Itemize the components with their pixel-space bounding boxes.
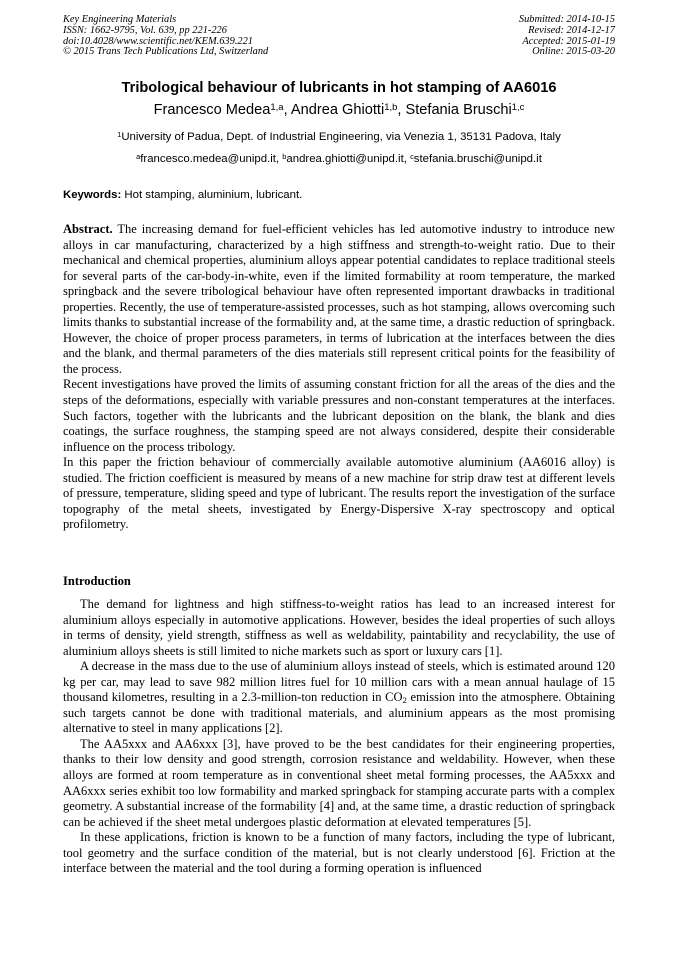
accepted-date: Accepted: 2015-01-19 — [522, 35, 615, 47]
section-heading-introduction: Introduction — [63, 574, 131, 588]
author-affiliation-mark: 1,c — [511, 101, 525, 113]
author-name: Francesco Medea — [153, 102, 271, 118]
body-paragraph: In these applications, friction is known to be a function of many factors, including the type of lubricant, tool geometry and the surface condition of the material, but is not clearly understood [6]. Friction at the interface between the material and the tool during a forming operation is influenced — [63, 830, 615, 876]
abstract-text: The increasing demand for fuel-efficient vehicles has led automotive industry to introduce new alloys in car manufacturing, characterized by a high stiffness and strength-to-weight ratio. Due to their mechanical and chemical properties, aluminium alloys appear potential candidates to replace traditional steels for several parts of the car-body-in-white, even if the limited formability at room temperature, the marked springback and the severe tribological behaviour have often represented important drawbacks in traditional properties. Recently, the use of temperature-assisted processes, such as hot stamping, allows overcoming such limits thanks to substantial increase of the formability and, at the same time, a drastic reduction of springback. However, the choice of proper process parameters, in terms of lubrication at the interfaces between the dies and the blank, and thermal parameters of the dies materials still represent critical points for the feasibility of the process. — [63, 222, 615, 376]
author-name: Stefania Bruschi — [405, 102, 512, 118]
introduction-body — [63, 597, 615, 877]
affiliation-mark: 1 — [117, 129, 122, 139]
paper-title: Tribological behaviour of lubricants in hot stamping of AA6016 — [121, 80, 557, 96]
abstract-paragraph: In this paper the friction behaviour of commercially available automotive aluminium (AA6016 alloy) is studied. The friction coefficient is measured by means of a new machine for strip draw test at different levels of pressure, temperature, sliding speed and type of lubricant. The results report the investigation of the surface topography of the metal sheets, investigated by Energy-Dispersive X-ray spectroscopy and optical profilometry. — [63, 455, 615, 532]
body-paragraph — [63, 659, 615, 737]
doi-line[interactable]: doi:10.4028/www.scientific.net/KEM.639.221 — [63, 35, 253, 47]
body-paragraph: The AA5xxx and AA6xxx [3], have proved to be the best candidates for their engineering properties, thanks to their low density and good strength, corrosion resistance and weldability. However, when these alloys are formed at room temperature as in conventional sheet metal forming processes, the AA5xxx and AA6xxx series exhibit too low formability and marked springback for stamping accurate parts with a complex geometry. A substantial increase of the formability [4] and, at the same time, a drastic reduction of springback can be achieved if the sheet metal undergoes plastic deformation at elevated temperatures [5]. — [63, 736, 615, 829]
keywords-label: Keywords: — [63, 189, 122, 201]
submitted-date: Submitted: 2014-10-15 — [518, 14, 615, 25]
abstract-label: Abstract. — [63, 222, 113, 236]
email-address[interactable]: stefania.bruschi@unipd.it — [413, 153, 542, 165]
email-mark: c — [410, 152, 414, 162]
paragraph-text: emission into the atmosphere. Obtaining such targets cannot be done with traditional materials, and aluminium appears as the most promising alternative to steel in many applications [2]. — [63, 690, 615, 736]
email-address[interactable]: andrea.ghiotti@unipd.it — [286, 153, 404, 165]
journal-info — [63, 15, 268, 58]
email-separator: , — [275, 153, 283, 165]
abstract — [63, 222, 615, 533]
abstract-paragraph: Recent investigations have proved the limits of assuming constant friction for all the areas of the dies and the steps of the deformations, especially with variable pressures and non-constant temperatures at the interfaces. Such factors, together with the lubricants and the lubricant deposition on the blank, the blank and dies coatings, the surface roughness, the stamping speed are not always considered, despite their considerable influence on the process tribology. — [63, 377, 615, 454]
subscript: 2 — [402, 695, 407, 706]
author-affiliation-mark: 1,b — [384, 101, 398, 113]
email-mark: a — [136, 152, 141, 162]
author-name: Andrea Ghiotti — [290, 102, 385, 118]
affiliation — [0, 130, 678, 144]
email-list — [0, 152, 678, 166]
email-separator: , — [403, 153, 411, 165]
email-address[interactable]: francesco.medea@unipd.it — [140, 153, 276, 165]
body-paragraph: The demand for lightness and high stiffness-to-weight ratios has lead to an increased interest for aluminium alloys especially in automotive applications. However, besides the ideal properties of such alloys in terms of density, yield strength, stiffness as well as weldability, paintability and recyclability, the use of aluminium alloys sheets is still limited to niche markets such as sport or luxury cars [1]. — [63, 597, 615, 658]
keywords — [63, 188, 615, 202]
author-separator: , — [397, 102, 406, 118]
abstract-paragraph — [63, 222, 615, 377]
affiliation-text: University of Padua, Dept. of Industrial Engineering, via Venezia 1, 35131 Padova, Italy — [121, 131, 561, 143]
issn-line: ISSN: 1662-9795, Vol. 639, pp 221-226 — [63, 24, 227, 36]
publication-dates — [519, 15, 615, 58]
journal-name: Key Engineering Materials — [63, 14, 177, 25]
email-mark: b — [282, 152, 287, 162]
author-affiliation-mark: 1,a — [270, 101, 284, 113]
online-date: Online: 2015-03-20 — [532, 46, 615, 58]
paragraph-text: A decrease in the mass due to the use of aluminium alloys instead of steels, which is estimated around 120 kg per car, may lead to save 982 million litres fuel for 10 million cars with a mean annual haulage of 15 thousand kilometres, resulting in a 2.3-million-ton reduction in CO — [63, 659, 615, 705]
keywords-text: Hot stamping, aluminium, lubricant. — [121, 189, 303, 201]
revised-date: Revised: 2014-12-17 — [528, 24, 615, 36]
author-separator: , — [283, 102, 291, 118]
copyright-line: © 2015 Trans Tech Publications Ltd, Switzerland — [63, 46, 269, 58]
author-list — [0, 101, 678, 119]
